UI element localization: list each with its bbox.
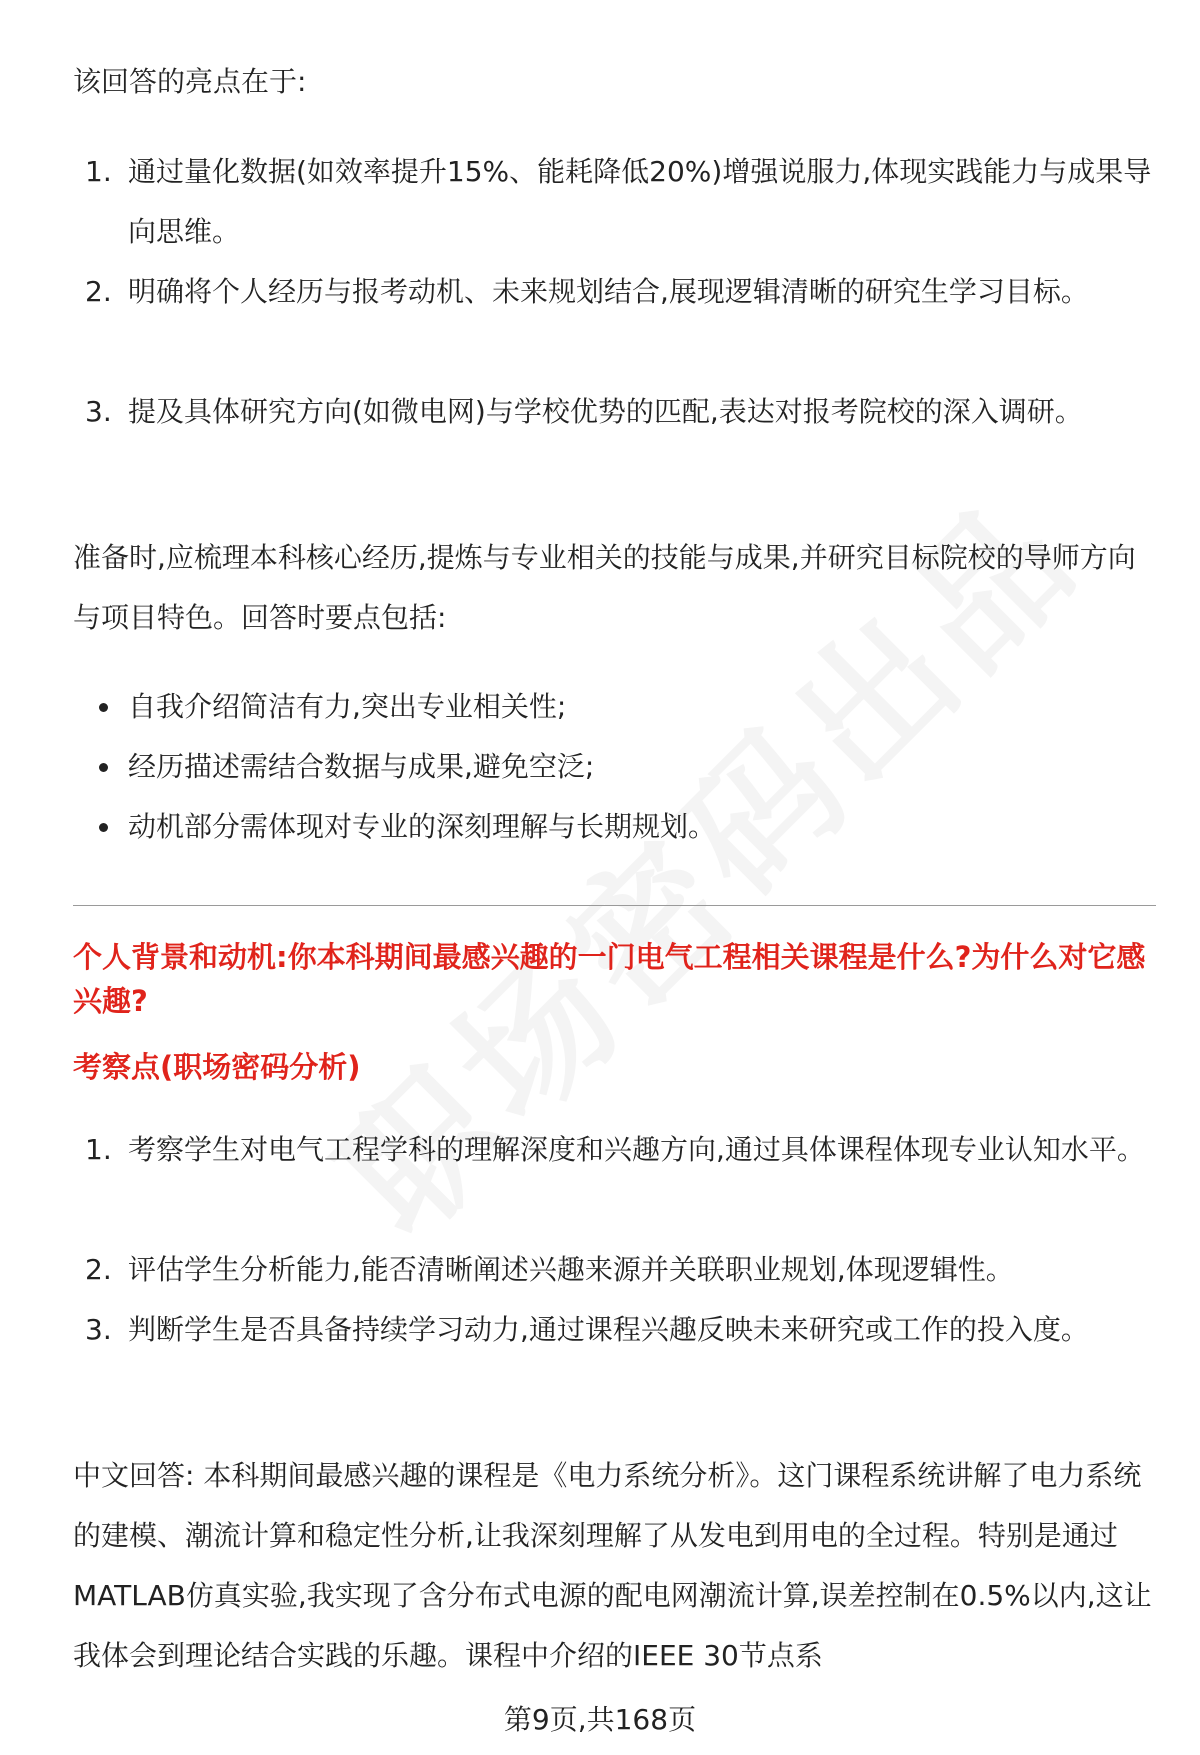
highlight-item-3 — [73, 382, 1153, 442]
list-number: 3. — [85, 395, 112, 428]
list-number: 2. — [85, 275, 112, 308]
bullet-icon — [99, 703, 108, 712]
analysis-item-1 — [73, 1120, 1153, 1180]
page-footer: 第9页,共168页 — [503, 1703, 697, 1736]
list-item-text: 判断学生是否具备持续学习动力,通过课程兴趣反映未来研究或工作的投入度。 — [128, 1313, 1089, 1346]
highlight-item-2 — [73, 262, 1153, 322]
question-title: 个人背景和动机:你本科期间最感兴趣的一门电气工程相关课程是什么?为什么对它感兴趣? — [73, 940, 1146, 1018]
key-point-3 — [73, 797, 1153, 857]
list-item-text: 明确将个人经历与报考动机、未来规划结合,展现逻辑清晰的研究生学习目标。 — [128, 275, 1089, 308]
list-item-text: 提及具体研究方向(如微电网)与学校优势的匹配,表达对报考院校的深入调研。 — [128, 395, 1083, 428]
key-point-2 — [73, 737, 1153, 797]
list-item-text: 考察学生对电气工程学科的理解深度和兴趣方向,通过具体课程体现专业认知水平。 — [128, 1133, 1145, 1166]
analysis-item-2 — [73, 1240, 1153, 1300]
list-number: 2. — [85, 1253, 112, 1286]
bullet-icon — [99, 823, 108, 832]
list-item-text: 评估学生分析能力,能否清晰阐述兴趣来源并关联职业规划,体现逻辑性。 — [128, 1253, 1014, 1286]
bullet-icon — [99, 763, 108, 772]
list-item-text: 通过量化数据(如效率提升15%、能耗降低20%)增强说服力,体现实践能力与成果导向思维。 — [128, 155, 1152, 248]
list-item-text: 自我介绍简洁有力,突出专业相关性; — [128, 690, 567, 723]
list-item-text: 动机部分需体现对专业的深刻理解与长期规划。 — [128, 810, 717, 843]
list-number: 1. — [85, 155, 112, 188]
analysis-title: 考察点(职场密码分析) — [73, 1050, 361, 1084]
key-point-1 — [73, 677, 1153, 737]
highlight-item-1 — [73, 142, 1153, 262]
analysis-item-3 — [73, 1300, 1153, 1360]
list-item-text: 经历描述需结合数据与成果,避免空泛; — [128, 750, 595, 783]
answer-paragraph: 中文回答: 本科期间最感兴趣的课程是《电力系统分析》。这门课程系统讲解了电力系统的建模、潮流计算和稳定性分析,让我深刻理解了从发电到用电的全过程。特别是通过MATLAB仿真实验,我实现了含分布式电源的配电网潮流计算,误差控制在0.5%以内,这让我体会到理论结合实践的乐趣。课程中介绍的IEEE 30节点系 — [73, 1459, 1152, 1672]
list-number: 1. — [85, 1133, 112, 1166]
prep-paragraph: 准备时,应梳理本科核心经历,提炼与专业相关的技能与成果,并研究目标院校的导师方向与项目特色。回答时要点包括: — [73, 541, 1136, 634]
section-divider — [73, 905, 1156, 906]
intro-line: 该回答的亮点在于: — [73, 65, 307, 98]
list-number: 3. — [85, 1313, 112, 1346]
